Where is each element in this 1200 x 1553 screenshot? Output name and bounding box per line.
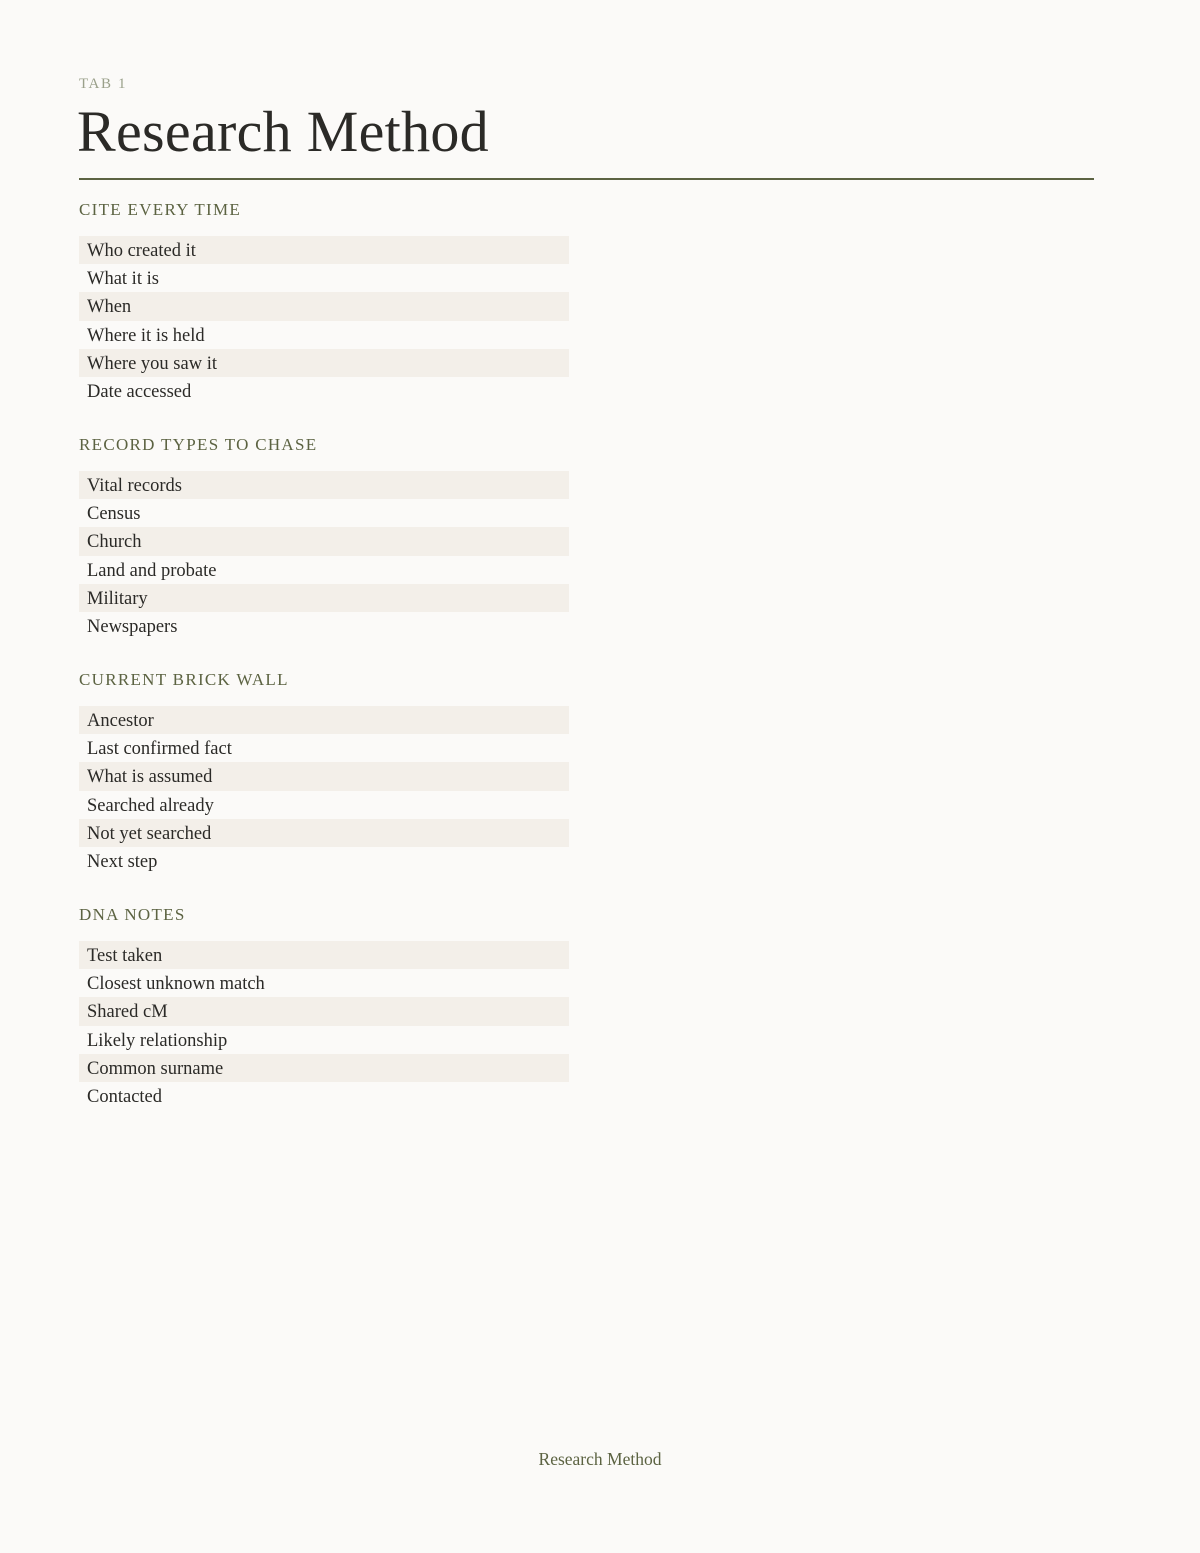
field-row: Church — [79, 527, 569, 555]
field-row: Last confirmed fact — [87, 739, 232, 760]
field-row: Ancestor — [79, 706, 569, 734]
field-row: What it is — [87, 269, 159, 290]
field-row: Test taken — [79, 941, 569, 969]
field-row: What is assumed — [79, 762, 569, 790]
section-dna-notes — [79, 905, 569, 1110]
field-row: Newspapers — [87, 616, 178, 637]
section-cite-every-time — [79, 200, 569, 405]
field-list — [79, 236, 569, 405]
section-brick-wall — [79, 670, 569, 875]
field-row: Not yet searched — [79, 819, 569, 847]
field-row: Likely relationship — [87, 1030, 228, 1051]
title-divider — [79, 178, 1094, 180]
field-row: Land and probate — [87, 560, 217, 581]
section-heading: RECORD TYPES TO CHASE — [79, 435, 318, 454]
field-row: Where you saw it — [79, 349, 569, 377]
section-record-types — [79, 435, 569, 640]
field-row: Next step — [87, 851, 158, 872]
field-row: When — [79, 292, 569, 320]
field-row: Shared cM — [79, 997, 569, 1025]
field-row: Common surname — [79, 1054, 569, 1082]
section-heading: CURRENT BRICK WALL — [79, 670, 289, 689]
page-footer: Research Method — [538, 1449, 662, 1469]
section-heading: DNA NOTES — [79, 905, 186, 924]
field-row: Vital records — [79, 471, 569, 499]
page-title: Research Method — [77, 99, 489, 164]
tab-label: TAB 1 — [79, 76, 128, 92]
field-row: Closest unknown match — [87, 974, 265, 995]
field-row: Where it is held — [87, 325, 205, 346]
field-row: Who created it — [79, 236, 569, 264]
field-row: Searched already — [87, 795, 214, 816]
field-list — [79, 471, 569, 640]
field-list — [79, 941, 569, 1110]
section-heading: CITE EVERY TIME — [79, 200, 242, 219]
field-row: Census — [87, 504, 141, 525]
field-row: Date accessed — [87, 381, 192, 402]
field-row: Military — [79, 584, 569, 612]
field-row: Contacted — [87, 1086, 163, 1107]
field-list — [79, 706, 569, 875]
